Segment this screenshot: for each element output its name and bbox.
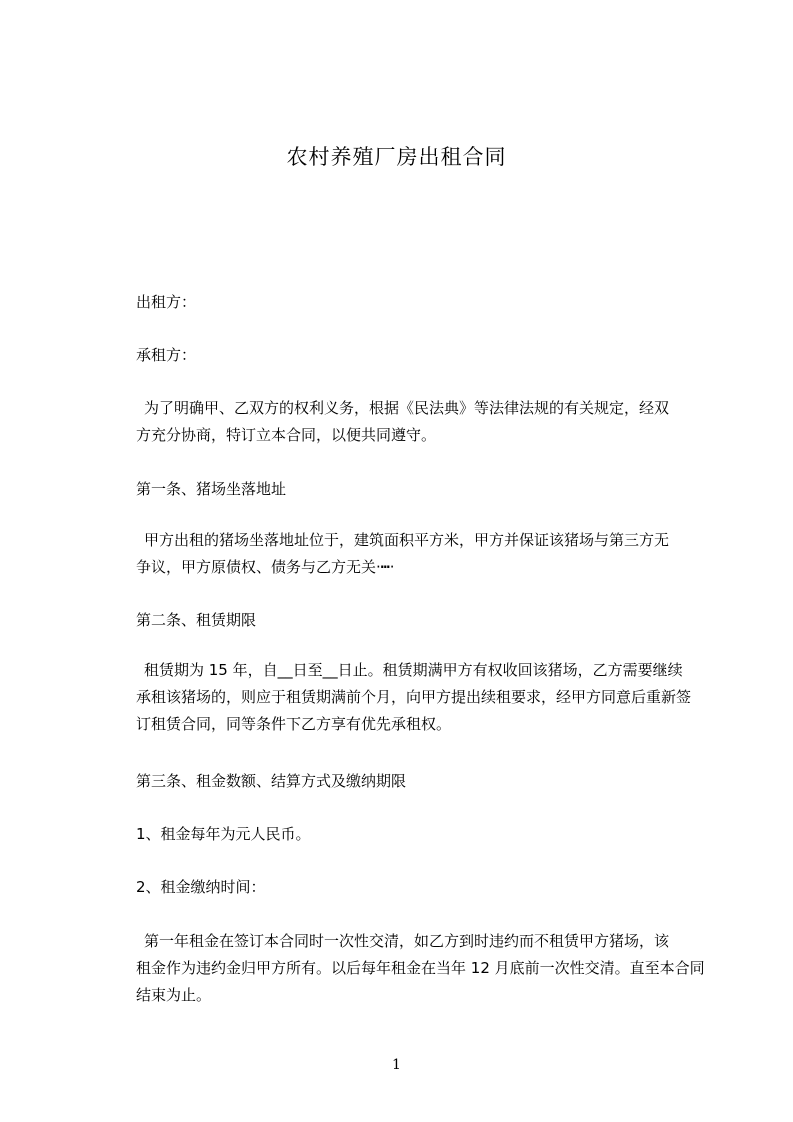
article3-item-1: 1、租金每年为元人民币。 <box>136 825 311 843</box>
article1-line-1: 甲方出租的猪场坐落地址位于，建筑面积平方米，甲方并保证该猪场与第三方无 <box>144 531 670 549</box>
page-number: 1 <box>392 1057 401 1073</box>
article3-paragraph <box>136 928 706 1009</box>
article3-item-2: 2、租金缴纳时间： <box>136 878 266 896</box>
lessor-label: 出租方： <box>136 293 197 311</box>
preamble-line-2: 方充分协商，特订立本合同，以便共同遵守。 <box>136 426 437 444</box>
article3-line-2: 租金作为违约金归甲方所有。以后每年租金在当年 12 月底前一次性交清。直至本合同 <box>136 959 705 977</box>
article2-line-2: 承租该猪场的，则应于租赁期满前个月，向甲方提出续租要求，经甲方同意后重新签 <box>136 688 692 706</box>
article2-line-3: 订租赁合同，同等条件下乙方享有优先承租权。 <box>136 715 452 733</box>
article1-heading: 第一条、猪场坐落地址 <box>136 480 287 498</box>
lessee-label: 承租方： <box>136 346 197 364</box>
article1-line-2: 争议，甲方原债权、债务与乙方无关·┅· <box>136 558 395 576</box>
article2-paragraph <box>136 657 706 738</box>
preamble-line-1: 为了明确甲、乙双方的权利义务，根据《民法典》等法律法规的有关规定，经双 <box>144 399 670 417</box>
article1-paragraph <box>136 527 706 581</box>
article2-line-1: 租赁期为 15 年，自__日至__日止。租赁期满甲方有权收回该猪场，乙方需要继续 <box>144 661 683 679</box>
document-title: 农村养殖厂房出租合同 <box>286 145 507 169</box>
preamble-paragraph <box>136 395 706 449</box>
article3-line-3: 结束为止。 <box>136 986 212 1004</box>
article2-heading: 第二条、租赁期限 <box>136 611 257 629</box>
article3-line-1: 第一年租金在签订本合同时一次性交清，如乙方到时违约而不租赁甲方猪场，该 <box>144 932 670 950</box>
article3-heading: 第三条、租金数额、结算方式及缴纳期限 <box>136 772 407 790</box>
